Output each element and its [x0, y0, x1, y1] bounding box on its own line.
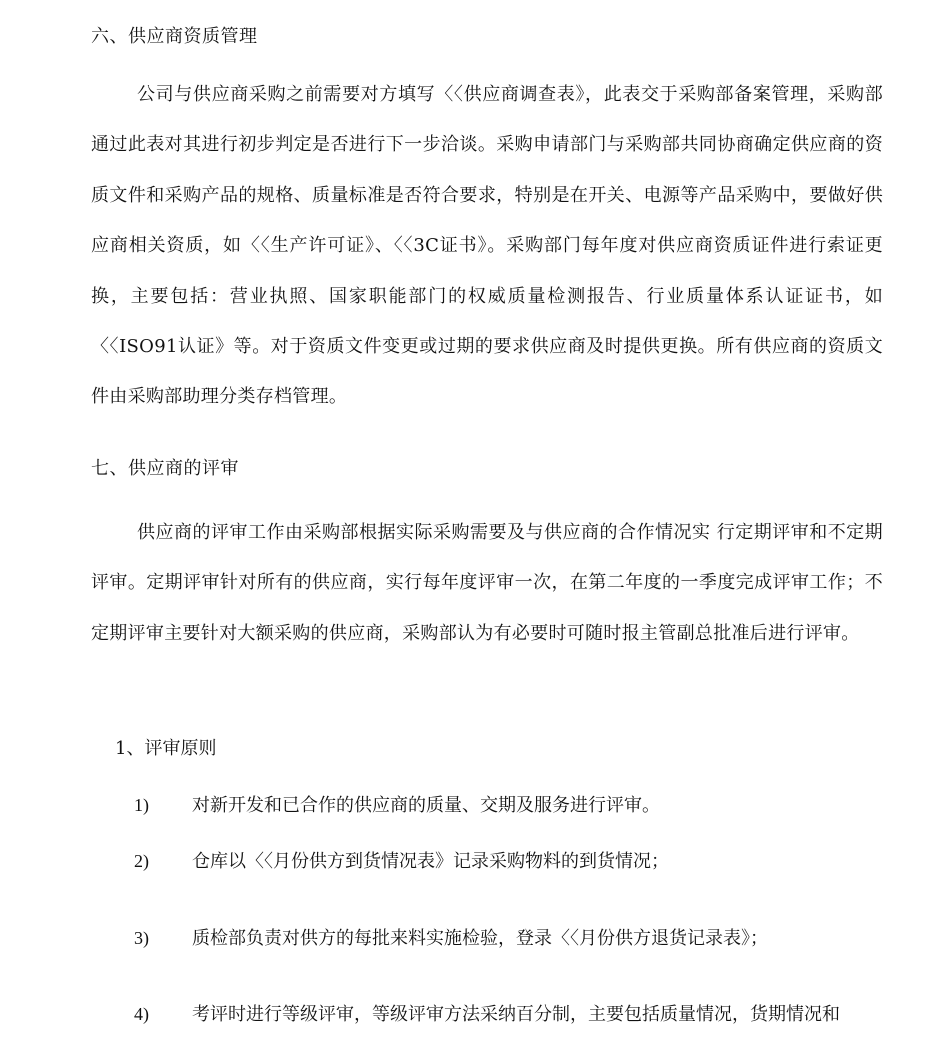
list-item-text: 考评时进行等级评审，等级评审方法采纳百分制，主要包括质量情况，货期情况和	[192, 1004, 840, 1025]
section-6-heading: 六、供应商资质管理	[91, 26, 258, 47]
list-item-number: 3)	[134, 928, 149, 948]
list-item	[134, 791, 884, 817]
list-item-number: 4)	[134, 1004, 149, 1024]
list-item-number: 1)	[134, 795, 149, 815]
section-7-heading: 七、供应商的评审	[91, 458, 239, 479]
list-item-number: 2)	[134, 851, 149, 871]
list-item	[134, 847, 884, 873]
list-item-text: 对新开发和已合作的供应商的质量、交期及服务进行评审。	[192, 795, 660, 816]
list-item-text: 仓库以〈〈月份供方到货情况表》记录采购物料的到货情况；	[192, 851, 669, 872]
list-item	[134, 1000, 884, 1026]
list-item-text: 质检部负责对供方的每批来料实施检验，登录〈〈月份供方退货记录表》；	[192, 928, 768, 949]
section-6-paragraph: 公司与供应商采购之前需要对方填写〈〈供应商调查表》，此表交于采购部备案管理，采购部通过此表对其进行初步判定是否进行下一步洽谈。采购申请部门与采购部共同协商确定供应商的资质文件和采购产品的规格、质量标准是否符合要求，特别是在开关、电源等产品采购中，要做好供应商相关资质，如〈〈生产许可证》、〈〈3C证书》。采购部门每年度对供应商资质证件进行索证更换，主要包括：营业执照、国家职能部门的权威质量检测报告、行业质量体系认证证书，如〈〈ISO91认证》等。对于资质文件变更或过期的要求供应商及时提供更换。所有供应商的资质文件由采购部助理分类存档管理。	[91, 84, 883, 408]
review-principles-heading: 1、评审原则	[115, 738, 217, 759]
list-item	[134, 924, 884, 950]
section-7-paragraph: 供应商的评审工作由采购部根据实际采购需要及与供应商的合作情况实 行定期评审和不定期评审。定期评审针对所有的供应商，实行每年度评审一次，在第二年度的一季度完成评审工作；不定期评审主要针对大额采购的供应商，采购部认为有必要时可随时报主管副总批准后进行评审。	[91, 522, 883, 644]
